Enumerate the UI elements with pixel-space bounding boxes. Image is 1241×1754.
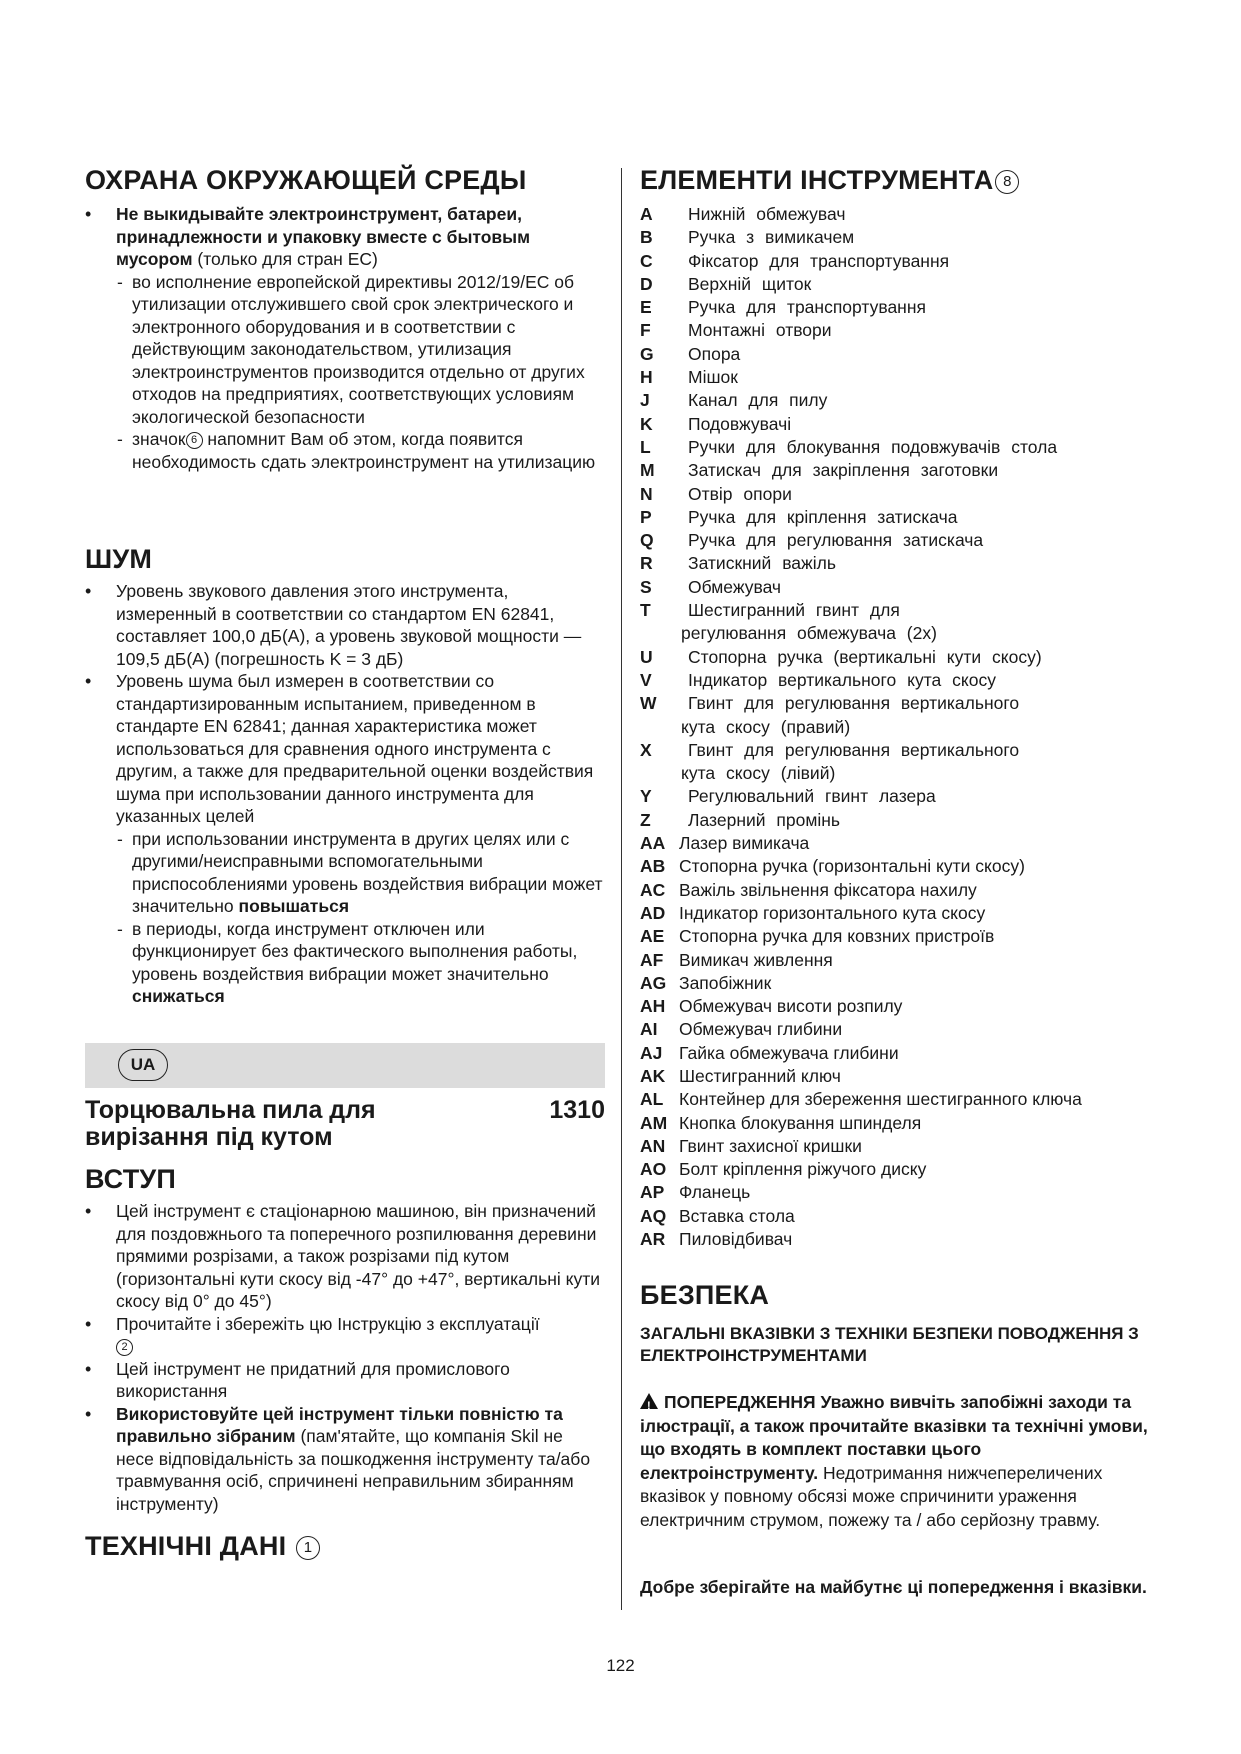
part-key: Z bbox=[640, 809, 651, 830]
part-label-cont: кута скосу (правий) bbox=[681, 716, 851, 737]
intro-section bbox=[85, 1200, 605, 1515]
part-item bbox=[640, 1065, 1160, 1088]
part-item bbox=[640, 1158, 1160, 1181]
part-label: Стопорна ручка (горизонтальні кути скосу) bbox=[679, 856, 1025, 877]
part-label: Фіксатор для транспортування bbox=[688, 250, 950, 271]
part-item bbox=[640, 1018, 1160, 1041]
intro-bullet-2: • Прочитайте і збережіть цю Інструкцію з експлуатації 2 bbox=[85, 1313, 605, 1358]
noise-bullet-2: • Уровень шума был измерен в соответствии со стандартизированным испытанием, приведенном в стандарте EN 62841; данная характеристика может использоваться для сравнения одного инструмента с другим, а также для предварительной оценки воздействия шума при использовании данного инструмента для указанных целей bbox=[85, 670, 605, 828]
part-item bbox=[640, 1205, 1160, 1228]
part-key: AQ bbox=[640, 1205, 667, 1226]
part-label: Подовжувачі bbox=[688, 413, 792, 434]
part-item bbox=[640, 1088, 1160, 1111]
circled-1-icon: 1 bbox=[296, 1536, 320, 1560]
part-label: Регулювальний гвинт лазера bbox=[688, 786, 936, 807]
noise-title: ШУМ bbox=[85, 544, 153, 574]
part-key: AR bbox=[640, 1229, 666, 1250]
part-item bbox=[640, 832, 1160, 855]
circled-2-icon: 2 bbox=[116, 1339, 133, 1356]
env-dash-1: - во исполнение европейской директивы 2012/19/ЕС об утилизации отслужившего свой срок электрического и электронного оборудования и в соответствии с действующим законодательством, утилизация электроинструментов производится отдельно от других отходов на предприятиях, соответствующих условиям экологической безопасности bbox=[85, 271, 605, 429]
part-key: B bbox=[640, 227, 653, 248]
part-key: AH bbox=[640, 996, 666, 1017]
part-label-cont: регулювання обмежувача (2x) bbox=[681, 623, 937, 644]
part-item bbox=[640, 389, 1160, 412]
part-key: AP bbox=[640, 1182, 665, 1203]
part-item bbox=[640, 879, 1160, 902]
part-item bbox=[640, 529, 1160, 552]
noise-bullet-1: • Уровень звукового давления этого инструмента, измеренный в соответствии со стандартом EN 62841, составляет 100,0 дБ(А), а уровень звуковой мощности — 109,5 дБ(А) (погрешность K = 3 дБ) bbox=[85, 580, 605, 670]
env-dash-2: - значок 6 напомнит Вам об этом, когда появится необходимость сдать электроинструмент на утилизацию bbox=[85, 428, 605, 473]
safety-subtitle: ЗАГАЛЬНІ ВКАЗІВКИ З ТЕХНІКИ БЕЗПЕКИ ПОВОДЖЕННЯ З ЕЛЕКТРОІНСТРУМЕНТАМИ bbox=[640, 1324, 1139, 1365]
part-label: Запобіжник bbox=[679, 972, 772, 993]
part-key: A bbox=[640, 204, 653, 224]
part-key: AK bbox=[640, 1065, 666, 1086]
intro-title: ВСТУП bbox=[85, 1164, 176, 1194]
part-label: Опора bbox=[688, 343, 741, 364]
part-label: Обмежувач висоти розпилу bbox=[679, 996, 903, 1017]
part-key: K bbox=[640, 413, 653, 434]
part-key: D bbox=[640, 273, 653, 294]
part-key: N bbox=[640, 483, 653, 504]
part-item bbox=[640, 203, 1160, 226]
part-item bbox=[640, 459, 1160, 482]
part-key: AN bbox=[640, 1135, 666, 1156]
part-item bbox=[640, 343, 1160, 366]
part-item bbox=[640, 1135, 1160, 1158]
model-number: 1310 bbox=[549, 1096, 605, 1124]
warning-icon bbox=[640, 1393, 658, 1409]
part-item bbox=[640, 809, 1160, 832]
part-key: AC bbox=[640, 879, 666, 900]
part-item bbox=[640, 506, 1160, 529]
part-item bbox=[640, 483, 1160, 506]
part-key: AJ bbox=[640, 1042, 663, 1063]
part-label: Стопорна ручка для ковзних пристроїв bbox=[679, 926, 995, 947]
part-key: U bbox=[640, 646, 653, 667]
circled-8-icon: 8 bbox=[995, 170, 1019, 194]
part-label: Лазерний промінь bbox=[688, 809, 841, 830]
part-label: Монтажні отвори bbox=[688, 320, 832, 341]
part-label: Гайка обмежувача глибини bbox=[679, 1042, 899, 1063]
part-key: AO bbox=[640, 1159, 667, 1180]
part-label: Отвір опори bbox=[688, 483, 792, 504]
env-bullet-1: • Не выкидывайте электроинструмент, батареи, принадлежности и упаковку вместе с бытовым мусором (только для стран ЕС) bbox=[85, 203, 605, 271]
part-label: Ручки для блокування подовжувачів стола bbox=[688, 436, 1058, 457]
part-item bbox=[640, 226, 1160, 249]
part-label: Пиловідбивач bbox=[679, 1229, 793, 1250]
language-badge: UA bbox=[118, 1049, 168, 1081]
part-item bbox=[640, 995, 1160, 1018]
part-key: AA bbox=[640, 833, 666, 854]
part-label: Кнопка блокування шпинделя bbox=[679, 1112, 922, 1133]
part-key: R bbox=[640, 553, 653, 574]
part-item bbox=[640, 1181, 1160, 1204]
part-key: T bbox=[640, 600, 651, 621]
part-label: Вимикач живлення bbox=[679, 949, 833, 970]
part-label: Індикатор горизонтального кута скосу bbox=[679, 902, 986, 923]
part-item bbox=[640, 925, 1160, 948]
part-item bbox=[640, 273, 1160, 296]
part-key: L bbox=[640, 436, 651, 457]
part-key: F bbox=[640, 320, 651, 341]
env-title: ОХРАНА ОКРУЖАЮЩЕЙ СРЕДЫ bbox=[85, 165, 527, 195]
safety-title: БЕЗПЕКА bbox=[640, 1280, 770, 1310]
part-key: AG bbox=[640, 972, 667, 993]
part-item bbox=[640, 785, 1160, 808]
part-key: H bbox=[640, 367, 653, 388]
part-label: Гвинт захисної кришки bbox=[679, 1135, 862, 1156]
part-item bbox=[640, 319, 1160, 342]
part-label: Затискач для закріплення заготовки bbox=[688, 460, 999, 481]
part-label: Ручка для регулювання затискача bbox=[688, 530, 984, 551]
part-label: Вставка стола bbox=[679, 1205, 795, 1226]
part-item bbox=[640, 552, 1160, 575]
part-label: Ручка для транспортування bbox=[688, 297, 926, 318]
part-key: X bbox=[640, 739, 652, 760]
part-key: AD bbox=[640, 902, 666, 923]
column-divider bbox=[621, 168, 622, 1610]
part-item bbox=[640, 576, 1160, 599]
intro-bullet-1: • Цей інструмент є стаціонарною машиною, він призначений для поздовжнього та поперечного розпилювання деревини прямими розрізами, а також розрізами під кутом (горизонтальні кути скосу від -47° до +47°, вертикальні кути скосу від 0° до 45°) bbox=[85, 1200, 605, 1313]
part-key: AL bbox=[640, 1089, 664, 1110]
part-key: M bbox=[640, 460, 655, 481]
part-key: E bbox=[640, 297, 652, 318]
language-bar bbox=[85, 1043, 605, 1088]
part-item bbox=[640, 413, 1160, 436]
part-item bbox=[640, 1228, 1160, 1251]
part-label: Лазер вимикача bbox=[679, 833, 810, 854]
part-item bbox=[640, 855, 1160, 878]
part-label: Болт кріплення ріжучого диску bbox=[679, 1159, 927, 1180]
part-item bbox=[640, 250, 1160, 273]
elements-title: ЕЛЕМЕНТИ ІНСТРУМЕНТА 8 bbox=[640, 165, 1019, 196]
intro-bullet-3: • Цей інструмент не придатний для промислового використання bbox=[85, 1358, 605, 1403]
part-key: AM bbox=[640, 1112, 668, 1133]
part-label: Важіль звільнення фіксатора нахилу bbox=[679, 879, 977, 900]
part-item bbox=[640, 669, 1160, 692]
part-item bbox=[640, 366, 1160, 389]
part-key: S bbox=[640, 576, 652, 597]
part-key: AF bbox=[640, 949, 664, 970]
noise-section bbox=[85, 580, 605, 1008]
part-item bbox=[640, 1112, 1160, 1135]
part-item bbox=[640, 949, 1160, 972]
part-item bbox=[640, 296, 1160, 319]
part-item bbox=[640, 1042, 1160, 1065]
keep-instructions: Добре зберігайте на майбутнє ці попередження і вказівки. bbox=[640, 1577, 1147, 1597]
part-key: G bbox=[640, 343, 654, 364]
part-label: Шестигранний гвинт для bbox=[688, 600, 900, 621]
part-label: Контейнер для збереження шестигранного ключа bbox=[679, 1089, 1082, 1110]
part-label: Ручка з вимикачем bbox=[688, 227, 855, 248]
part-label: Гвинт для регулювання вертикального bbox=[688, 693, 1020, 714]
env-section bbox=[85, 203, 605, 473]
noise-dash-1: - при использовании инструмента в других целях или с другими/неисправными вспомогательными приспособлениями уровень воздействия вибрации может значительно повышаться bbox=[85, 828, 605, 918]
part-label: Мішок bbox=[688, 367, 738, 388]
part-item bbox=[640, 599, 1160, 646]
part-key: P bbox=[640, 506, 652, 527]
part-key: C bbox=[640, 250, 653, 271]
part-label: Верхній щиток bbox=[688, 273, 812, 294]
part-key: AB bbox=[640, 856, 666, 877]
product-title: Торцювальна пила для вирізання під кутом bbox=[85, 1096, 376, 1151]
intro-bullet-4: • Використовуйте цей інструмент тільки повністю та правильно зібраним (пам'ятайте, що компанія Skil не несе відповідальність за пошкодження інструменту та/або травмування осіб, спричинені неправильним збиранням інструменту) bbox=[85, 1403, 605, 1516]
part-label: Нижній обмежувач bbox=[688, 204, 846, 224]
part-item bbox=[640, 436, 1160, 459]
part-label: Затискний важіль bbox=[688, 553, 836, 574]
noise-dash-2: - в периоды, когда инструмент отключен или функционирует без фактического выполнения работы, уровень воздействия вибрации может значительно снижаться bbox=[85, 918, 605, 1008]
part-label: Індикатор вертикального кута скосу bbox=[688, 669, 996, 690]
part-key: W bbox=[640, 693, 657, 714]
part-item bbox=[640, 646, 1160, 669]
product-title-block bbox=[85, 1097, 605, 1151]
part-key: V bbox=[640, 669, 652, 690]
part-item bbox=[640, 972, 1160, 995]
part-label: Канал для пилу bbox=[688, 390, 828, 411]
part-label: Ручка для кріплення затискача bbox=[688, 506, 958, 527]
part-item bbox=[640, 902, 1160, 925]
part-label: Стопорна ручка (вертикальні кути скосу) bbox=[688, 646, 1042, 667]
page-number: 122 bbox=[606, 1656, 635, 1675]
part-key: Y bbox=[640, 786, 652, 807]
parts-list bbox=[640, 203, 1160, 1251]
warning-paragraph: !ПОПЕРЕДЖЕННЯ Уважно вивчіть запобіжні заходи та ілюстрації, а також прочитайте вказівки та технічні умови, що входять в комплект поставки цього електроінструменту. Недотримання нижчепереличених вказівок у повному обсязі може спричинити ураження електричним струмом, пожежу та / або серйозну травму. bbox=[640, 1391, 1160, 1532]
tech-title: ТЕХНІЧНІ ДАНІ 1 bbox=[85, 1531, 320, 1562]
part-label-cont: кута скосу (лівий) bbox=[681, 763, 836, 784]
part-key: J bbox=[640, 390, 650, 411]
part-item bbox=[640, 739, 1160, 786]
circled-6-icon: 6 bbox=[186, 432, 203, 449]
part-label: Фланець bbox=[679, 1182, 751, 1203]
part-key: Q bbox=[640, 530, 654, 551]
part-label: Обмежувач bbox=[688, 576, 782, 597]
part-key: AE bbox=[640, 926, 665, 947]
part-item bbox=[640, 692, 1160, 739]
part-label: Обмежувач глибини bbox=[679, 1019, 843, 1040]
part-label: Гвинт для регулювання вертикального bbox=[688, 739, 1020, 760]
part-label: Шестигранний ключ bbox=[679, 1065, 841, 1086]
part-key: AI bbox=[640, 1019, 658, 1040]
